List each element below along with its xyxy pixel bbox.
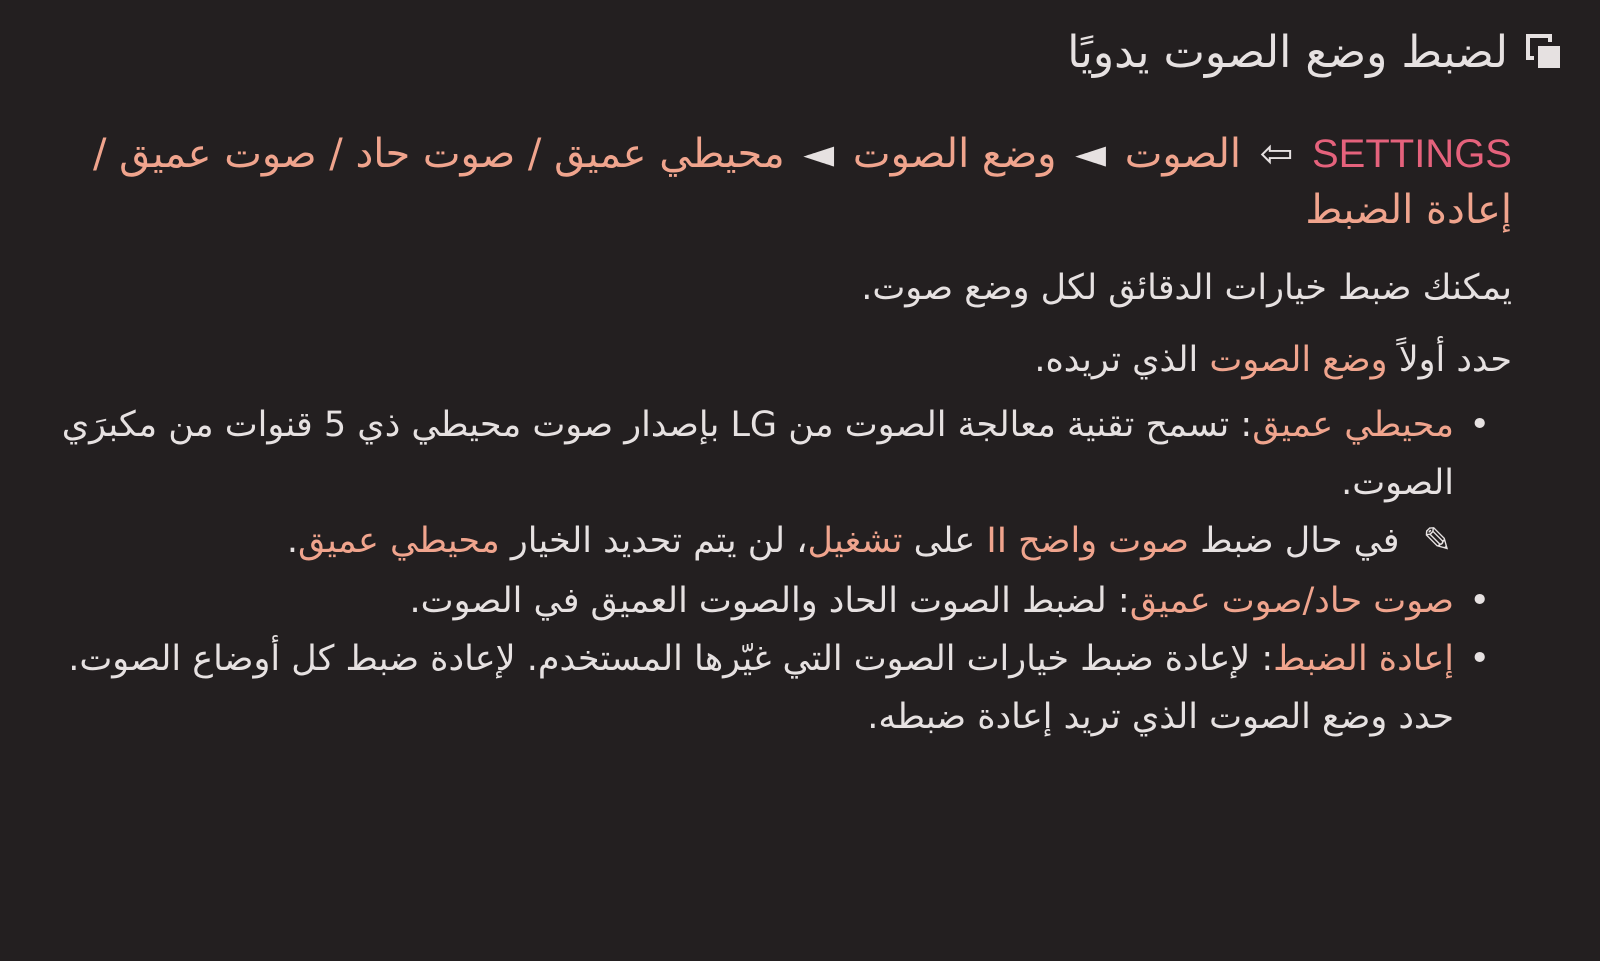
arrow-left-icon: ◄ (1075, 131, 1106, 177)
select-highlight: وضع الصوت (1209, 340, 1388, 380)
intro-text: يمكنك ضبط خيارات الدقائق لكل وضع صوت. (861, 268, 1512, 308)
note-pre: في حال ضبط (1200, 521, 1400, 561)
arrow-open-icon: ⇦ (1259, 131, 1294, 177)
select-instruction (40, 334, 1512, 386)
page-title-text: لضبط وضع الصوت يدويًا (1067, 27, 1508, 78)
pencil-icon: ✎ (1422, 521, 1452, 561)
bullet-text: : تسمح تقنية معالجة الصوت من LG بإصدار صوت محيطي ذي 5 قنوات من مكبرَي الصوت. (61, 405, 1454, 503)
select-pre: حدد أولاً (1398, 340, 1512, 380)
note-highlight-2: تشغيل (807, 521, 903, 561)
note-highlight-3: محيطي عميق (297, 521, 500, 561)
list-item (40, 396, 1512, 512)
note-mid-2: ، لن يتم تحديد الخيار (510, 521, 808, 561)
arrow-left-icon: ◄ (803, 131, 835, 177)
page-title (40, 22, 1564, 84)
bullet-icon: • (1469, 639, 1490, 679)
bullet-icon: • (1469, 405, 1490, 445)
bullet-term: صوت حاد/صوت عميق (1129, 581, 1454, 621)
select-post: الذي تريده. (1034, 340, 1199, 380)
bullet-term: محيطي عميق (1252, 405, 1454, 445)
note-highlight-1: صوت واضح II (986, 521, 1189, 561)
settings-label: SETTINGS (1311, 132, 1512, 176)
path-reset: إعادة الضبط (1305, 187, 1512, 233)
bullet-term: إعادة الضبط (1273, 639, 1454, 679)
path-options: محيطي عميق / صوت حاد / صوت عميق / (92, 131, 785, 177)
list-item (40, 630, 1512, 746)
bullet-text: : لإعادة ضبط خيارات الصوت التي غيّرها المستخدم. لإعادة ضبط كل أوضاع الصوت. حدد وضع الصوت الذي تريد إعادة ضبطه. (68, 639, 1454, 737)
path-sound-mode: وضع الصوت (852, 131, 1057, 177)
list-item (40, 572, 1512, 630)
menu-path (40, 126, 1512, 238)
note-mid-1: على (913, 521, 976, 561)
note-post: . (286, 521, 298, 561)
note-line (40, 512, 1452, 570)
bullet-icon: • (1469, 581, 1490, 621)
window-icon (1526, 34, 1564, 72)
bullet-text: : لضبط الصوت الحاد والصوت العميق في الصوت. (409, 581, 1130, 621)
path-sound: الصوت (1124, 131, 1242, 177)
